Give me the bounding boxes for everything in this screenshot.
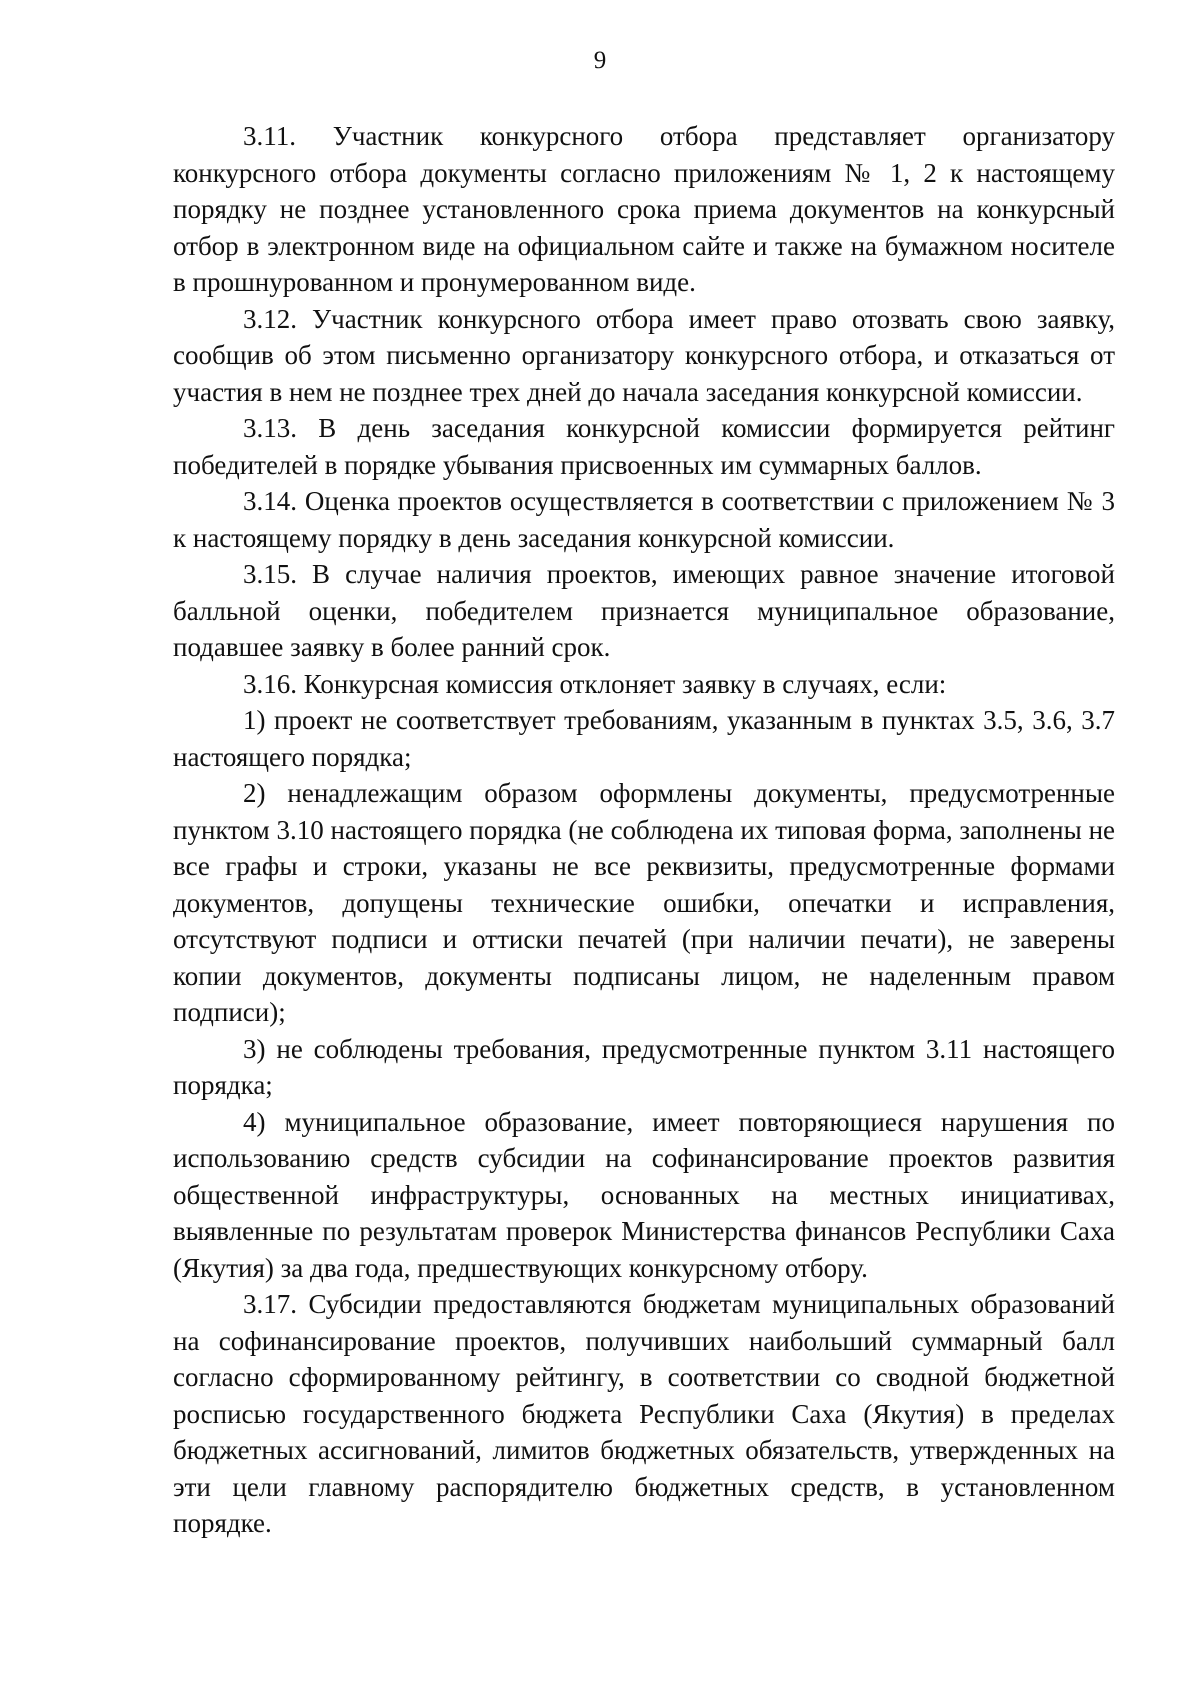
page-number: 9 <box>593 47 607 74</box>
paragraph-3-13: 3.13. В день заседания конкурсной комиссии формируется рейтинг победителей в порядке убывания присвоенных им суммарных баллов. <box>173 413 1115 480</box>
list-item-3: 3) не соблюдены требования, предусмотренные пунктом 3.11 настоящего порядка; <box>173 1033 1115 1100</box>
list-item-4: 4) муниципальное образование, имеет повторяющиеся нарушения по использованию средств субсидии на софинансирование проектов развития общественной инфраструктуры, основанных на местных инициативах, выявленные по результатам проверок Министерства финансов Республики Саха (Якутия) за два года, предшествующих конкурсному отбору. <box>173 1106 1115 1283</box>
paragraph-3-17: 3.17. Субсидии предоставляются бюджетам муниципальных образований на софинансирование проектов, получивших наибольший суммарный балл согласно сформированному рейтингу, в соответствии со сводной бюджетной росписью государственного бюджета Республики Саха (Якутия) в пределах бюджетных ассигнований, лимитов бюджетных обязательств, утвержденных на эти цели главному распорядителю бюджетных средств, в установленном порядке. <box>173 1289 1115 1538</box>
paragraph-3-15: 3.15. В случае наличия проектов, имеющих равное значение итоговой балльной оценки, победителем признается муниципальное образование, подавшее заявку в более ранний срок. <box>173 559 1115 662</box>
list-item-1: 1) проект не соответствует требованиям, указанным в пунктах 3.5, 3.6, 3.7 настоящего порядка; <box>173 705 1115 772</box>
paragraph-3-14: 3.14. Оценка проектов осуществляется в соответствии с приложением № 3 к настоящему порядку в день заседания конкурсной комиссии. <box>173 486 1115 553</box>
paragraph-3-11: 3.11. Участник конкурсного отбора представляет организатору конкурсного отбора документы согласно приложениям № 1, 2 к настоящему порядку не позднее установленного срока приема документов на конкурсный отбор в электронном виде на официальном сайте и также на бумажном носителе в прошнурованном и пронумерованном виде. <box>173 121 1115 297</box>
paragraph-3-16: 3.16. Конкурсная комиссия отклоняет заявку в случаях, если: <box>243 668 947 699</box>
document-body <box>173 118 1115 1542</box>
paragraph-3-12: 3.12. Участник конкурсного отбора имеет право отозвать свою заявку, сообщив об этом письменно организатору конкурсного отбора, и отказаться от участия в нем не позднее трех дней до начала заседания конкурсной комиссии. <box>173 303 1115 407</box>
list-item-2: 2) ненадлежащим образом оформлены документы, предусмотренные пунктом 3.10 настоящего порядка (не соблюдена их типовая форма, заполнены не все графы и строки, указаны не все реквизиты, предусмотренные формами документов, допущены технические ошибки, опечатки и исправления, отсутствуют подписи и оттиски печатей (при наличии печати), не заверены копии документов, документы подписаны лицом, не наделенным правом подписи); <box>173 778 1115 1027</box>
